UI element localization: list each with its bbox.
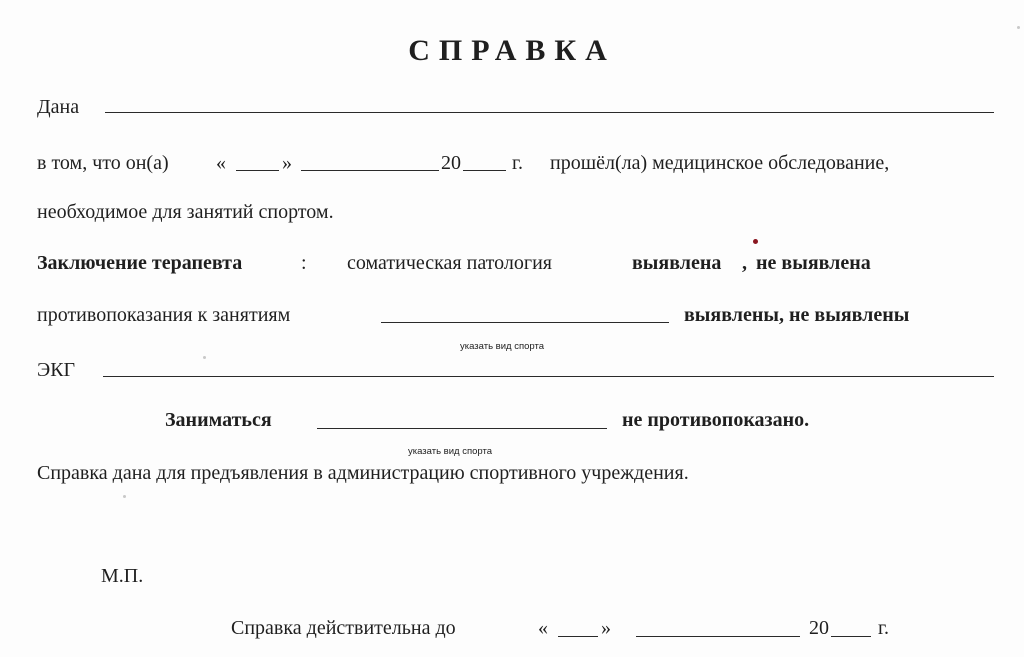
- sport-purpose-text: необходимое для занятий спортом.: [37, 201, 334, 223]
- validity-year-prefix: 20: [809, 617, 829, 639]
- scan-speck: [203, 356, 206, 359]
- ecg-field[interactable]: [103, 376, 994, 377]
- exam-day-field[interactable]: [236, 170, 279, 171]
- validity-label: Справка действительна до: [231, 617, 456, 639]
- validity-month-field[interactable]: [636, 636, 800, 637]
- ink-dot: [753, 239, 758, 244]
- issued-for-text: Справка дана для предъявления в администрацию спортивного учреждения.: [37, 462, 689, 484]
- given-to-field[interactable]: [105, 112, 994, 113]
- exam-month-field[interactable]: [301, 170, 439, 171]
- exam-year-suffix: г.: [512, 152, 523, 174]
- document-title: СПРАВКА: [408, 34, 616, 67]
- contraindications-label: противопоказания к занятиям: [37, 304, 291, 326]
- pathology-comma: ,: [742, 252, 747, 274]
- allowed-hint: указать вид спорта: [408, 446, 492, 457]
- given-to-label: Дана: [37, 96, 80, 118]
- exam-prefix: в том, что он(а): [37, 152, 169, 174]
- validity-quote-open: «: [538, 617, 548, 639]
- validity-year-suffix: г.: [878, 617, 889, 639]
- allowed-label: Заниматься: [165, 409, 272, 431]
- allowed-suffix: не противопоказано.: [622, 409, 810, 431]
- scan-speck: [1017, 26, 1020, 29]
- exam-quote-open: «: [216, 152, 226, 174]
- pathology-text: соматическая патология: [347, 252, 552, 274]
- exam-year-prefix: 20: [441, 152, 461, 174]
- validity-day-field[interactable]: [558, 636, 598, 637]
- stamp-place-label: М.П.: [101, 565, 144, 587]
- contraindications-field[interactable]: [381, 322, 669, 323]
- exam-year-field[interactable]: [463, 170, 506, 171]
- exam-quote-close: »: [282, 152, 292, 174]
- contraindications-hint: указать вид спорта: [460, 341, 544, 352]
- scan-speck: [123, 495, 126, 498]
- allowed-sport-field[interactable]: [317, 428, 607, 429]
- therapist-colon: :: [301, 252, 307, 274]
- pathology-found-option[interactable]: выявлена: [632, 252, 722, 274]
- validity-quote-close: »: [601, 617, 611, 639]
- ecg-label: ЭКГ: [37, 359, 76, 381]
- pathology-not-found-option[interactable]: не выявлена: [756, 252, 871, 274]
- therapist-label: Заключение терапевта: [37, 252, 243, 274]
- validity-year-field[interactable]: [831, 636, 871, 637]
- exam-text: прошёл(ла) медицинское обследование,: [550, 152, 890, 174]
- contraindications-options[interactable]: выявлены, не выявлены: [684, 304, 910, 326]
